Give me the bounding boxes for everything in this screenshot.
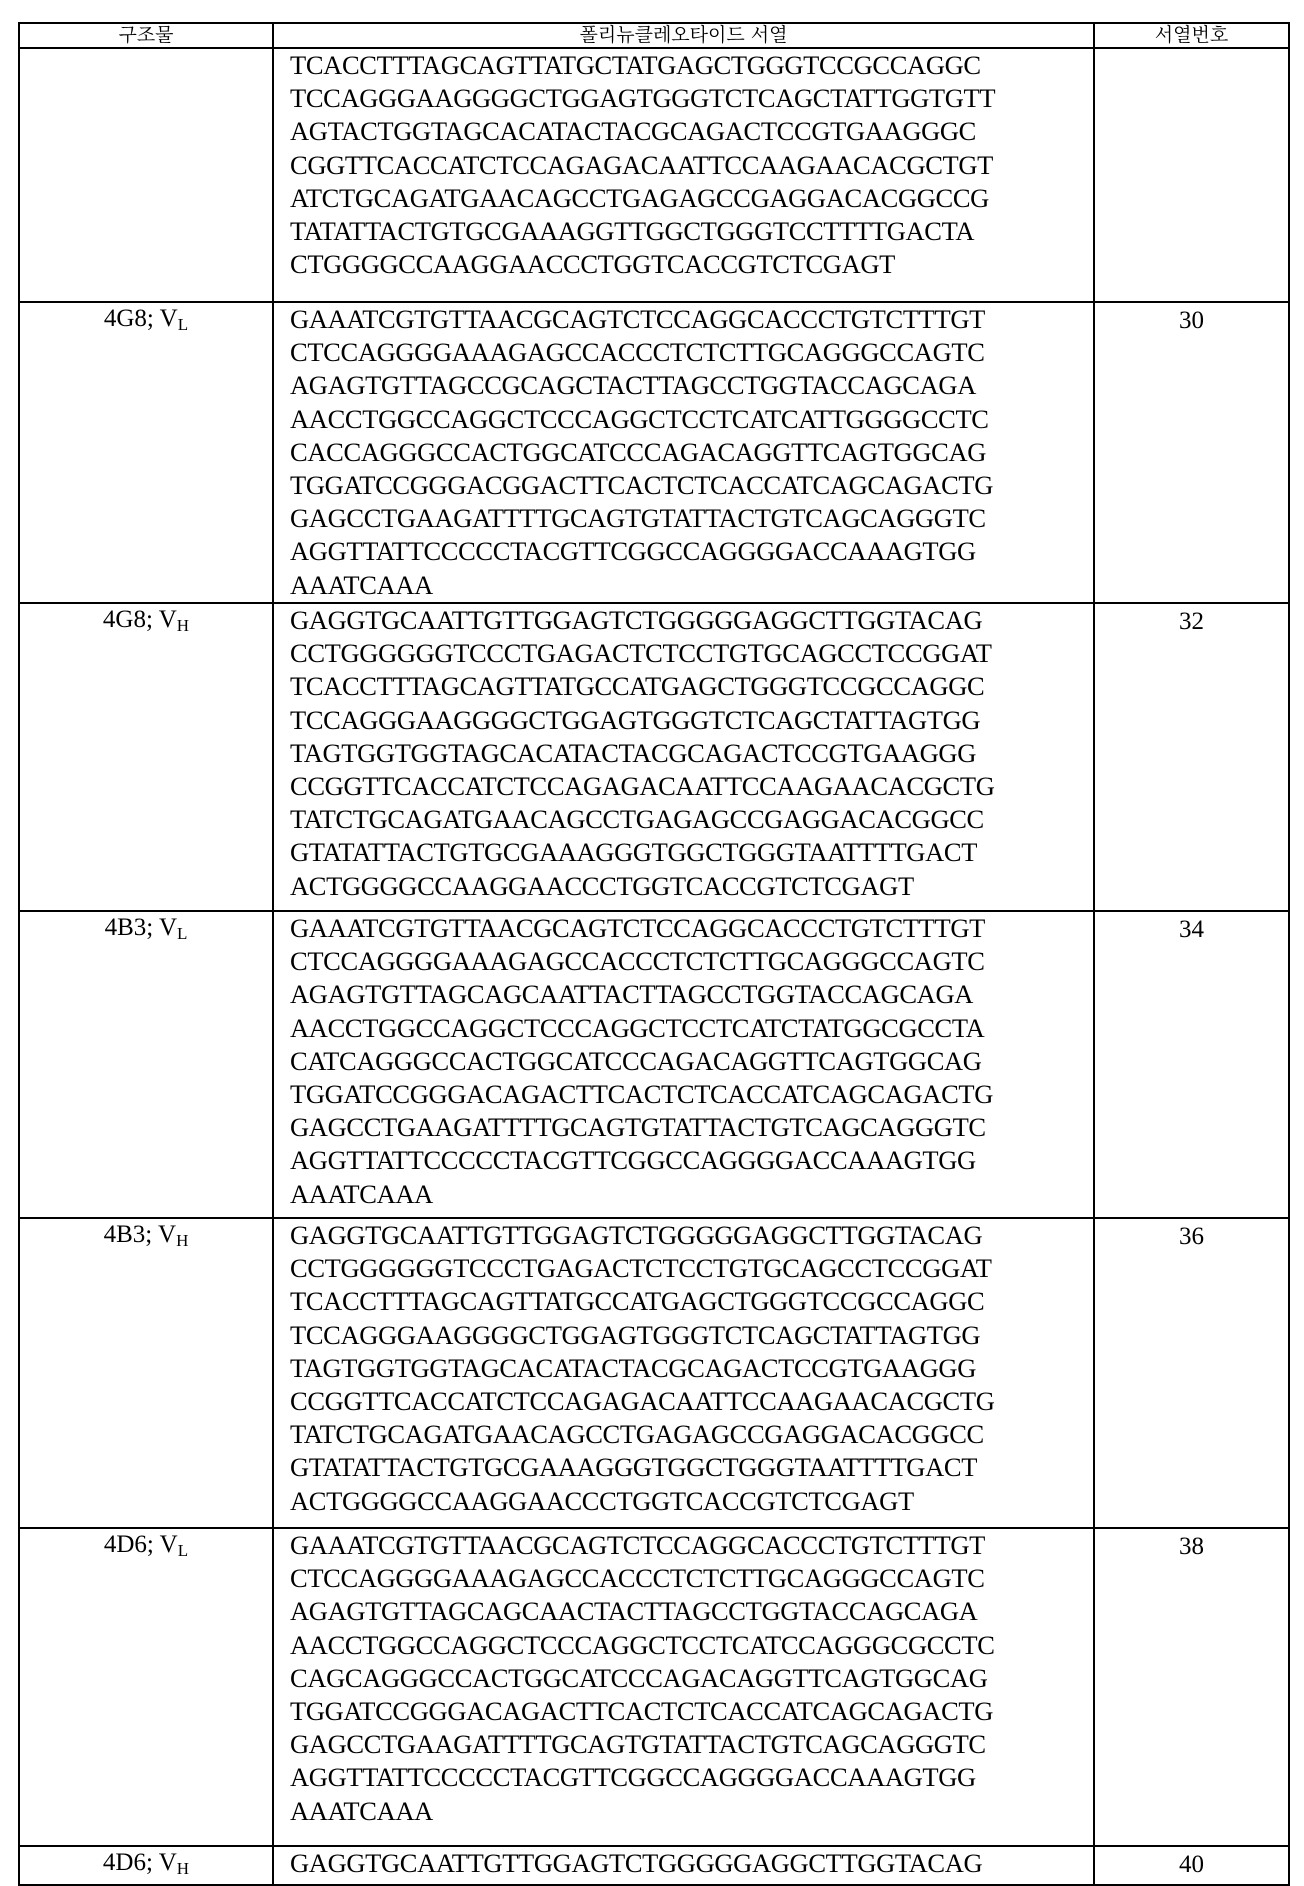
sequence-line: GAGCCTGAAGATTTTGCAGTGTATTACTGTCAGCAGGGTC [290, 1729, 986, 1760]
sequence-line: CACCAGGGCCACTGGCATCCCAGACAGGTTCAGTGGCAG [290, 436, 987, 467]
construct-cell [19, 1218, 273, 1528]
sequence-line: AGGTTATTCCCCCTACGTTCGGCCAGGGGACCAAAGTGG [290, 536, 976, 567]
seq-id-cell: 40 [1094, 1846, 1289, 1885]
sequence-line: GAGGTGCAATTGTTGGAGTCTGGGGGAGGCTTGGTACAG [290, 1220, 983, 1250]
sequence-line: TAGTGGTGGTAGCACATACTACGCAGACTCCGTGAAGGG [290, 737, 976, 768]
sequence-cell [273, 603, 1094, 911]
sequence-cell [273, 911, 1094, 1218]
construct-name: 4B3; V [104, 914, 178, 941]
sequence-line: AGAGTGTTAGCAGCAACTACTTAGCCTGGTACCAGCAGA [290, 1596, 978, 1627]
table-row [19, 1218, 1289, 1528]
sequence-line: AACCTGGCCAGGCTCCCAGGCTCCTCATCCAGGGCGCCTC [290, 1629, 995, 1660]
sequence-line: AGAGTGTTAGCAGCAATTACTTAGCCTGGTACCAGCAGA [290, 979, 974, 1010]
construct-name: 4G8; V [102, 606, 177, 633]
construct-cell [19, 1528, 273, 1846]
sequence-line: CCTGGGGGGTCCCTGAGACTCTCCTGTGCAGCCTCCGGAT [290, 1253, 992, 1284]
sequence-line: GAGCCTGAAGATTTTGCAGTGTATTACTGTCAGCAGGGTC [290, 1112, 986, 1143]
header-construct: 구조물 [19, 23, 273, 48]
sequence-line: TATATTACTGTGCGAAAGGTTGGCTGGGTCCTTTTGACTA [290, 216, 975, 247]
seq-id-cell: 38 [1094, 1528, 1289, 1846]
sequence-line: TCCAGGGAAGGGGCTGGAGTGGGTCTCAGCTATTAGTGG [290, 704, 981, 735]
construct-cell [19, 603, 273, 911]
table-row [19, 911, 1289, 1218]
sequence-cell [273, 302, 1094, 603]
sequence-line: TGGATCCGGGACAGACTTCACTCTCACCATCAGCAGACTG [290, 1079, 994, 1110]
sequence-line: GAAATCGTGTTAACGCAGTCTCCAGGCACCCTGTCTTTGT [290, 913, 985, 943]
construct-name: 4D6; V [103, 1531, 178, 1558]
sequence-line: TATCTGCAGATGAACAGCCTGAGAGCCGAGGACACGGCC [290, 1419, 984, 1450]
chain-subscript: L [177, 924, 188, 943]
table-row [19, 1846, 1289, 1885]
sequence-line: CTGGGGCCAAGGAACCCTGGTCACCGTCTCGAGT [290, 249, 895, 280]
sequence-line: AACCTGGCCAGGCTCCCAGGCTCCTCATCTATGGCGCCTA [290, 1012, 985, 1043]
construct-name: 4G8; V [103, 305, 178, 332]
sequence-line: CTCCAGGGGAAAGAGCCACCCTCTCTTGCAGGGCCAGTC [290, 1563, 985, 1594]
table-row [19, 1528, 1289, 1846]
sequence-line: CCGGTTCACCATCTCCAGAGACAATTCCAAGAACACGCTG [290, 771, 995, 802]
seq-id-cell: 32 [1094, 603, 1289, 911]
sequence-line: TGGATCCGGGACGGACTTCACTCTCACCATCAGCAGACTG [290, 470, 994, 501]
sequence-line: TCACCTTTAGCAGTTATGCTATGAGCTGGGTCCGCCAGGC [290, 50, 981, 80]
sequence-line: ATCTGCAGATGAACAGCCTGAGAGCCGAGGACACGGCCG [290, 182, 989, 213]
sequence-line: TATCTGCAGATGAACAGCCTGAGAGCCGAGGACACGGCC [290, 804, 984, 835]
sequence-line: GAAATCGTGTTAACGCAGTCTCCAGGCACCCTGTCTTTGT [290, 1530, 985, 1560]
sequence-line: GAGCCTGAAGATTTTGCAGTGTATTACTGTCAGCAGGGTC [290, 503, 986, 534]
sequence-line: AACCTGGCCAGGCTCCCAGGCTCCTCATCATTGGGGCCTC [290, 403, 989, 434]
sequence-line: CATCAGGGCCACTGGCATCCCAGACAGGTTCAGTGGCAG [290, 1045, 982, 1076]
chain-subscript: L [177, 315, 189, 334]
sequence-line: TCACCTTTAGCAGTTATGCCATGAGCTGGGTCCGCCAGGC [290, 1286, 985, 1317]
sequence-line: AGGTTATTCCCCCTACGTTCGGCCAGGGGACCAAAGTGG [290, 1762, 976, 1793]
construct-cell [19, 911, 273, 1218]
sequence-line: TCACCTTTAGCAGTTATGCCATGAGCTGGGTCCGCCAGGC [290, 671, 985, 702]
seq-id-cell: 34 [1094, 911, 1289, 1218]
sequence-line: GTATATTACTGTGCGAAAGGGTGGCTGGGTAATTTTGACT [290, 1452, 978, 1483]
sequence-line: AGAGTGTTAGCCGCAGCTACTTAGCCTGGTACCAGCAGA [290, 370, 976, 401]
sequence-line: AAATCAAA [290, 1795, 433, 1826]
sequence-line: GTATATTACTGTGCGAAAGGGTGGCTGGGTAATTTTGACT [290, 837, 978, 868]
sequence-table [18, 22, 1290, 1886]
header-seq-id: 서열번호 [1094, 23, 1289, 48]
sequence-line: TAGTGGTGGTAGCACATACTACGCAGACTCCGTGAAGGG [290, 1352, 976, 1383]
table-row [19, 48, 1289, 302]
sequence-line: CTCCAGGGGAAAGAGCCACCCTCTCTTGCAGGGCCAGTC [290, 337, 985, 368]
construct-cell [19, 302, 273, 603]
sequence-line: AGGTTATTCCCCCTACGTTCGGCCAGGGGACCAAAGTGG [290, 1145, 976, 1176]
construct-name: 4D6; V [102, 1849, 177, 1876]
seq-id-cell: 30 [1094, 302, 1289, 603]
sequence-line: TCCAGGGAAGGGGCTGGAGTGGGTCTCAGCTATTGGTGTT [290, 83, 996, 114]
sequence-line: ACTGGGGCCAAGGAACCCTGGTCACCGTCTCGAGT [290, 1485, 914, 1516]
chain-subscript: H [176, 616, 190, 635]
header-row [19, 23, 1289, 48]
sequence-line: CGGTTCACCATCTCCAGAGACAATTCCAAGAACACGCTGT [290, 149, 994, 180]
sequence-line: AGTACTGGTAGCACATACTACGCAGACTCCGTGAAGGGC [290, 116, 977, 147]
sequence-line: ACTGGGGCCAAGGAACCCTGGTCACCGTCTCGAGT [290, 870, 914, 901]
sequence-line: TGGATCCGGGACAGACTTCACTCTCACCATCAGCAGACTG [290, 1696, 994, 1727]
construct-name: 4B3; V [103, 1221, 177, 1248]
sequence-line: CAGCAGGGCCACTGGCATCCCAGACAGGTTCAGTGGCAG [290, 1662, 988, 1693]
sequence-line: CTCCAGGGGAAAGAGCCACCCTCTCTTGCAGGGCCAGTC [290, 946, 985, 977]
sequence-line: CCGGTTCACCATCTCCAGAGACAATTCCAAGAACACGCTG [290, 1386, 995, 1417]
sequence-line: TCCAGGGAAGGGGCTGGAGTGGGTCTCAGCTATTAGTGG [290, 1319, 981, 1350]
chain-subscript: H [176, 1859, 190, 1878]
construct-cell [19, 1846, 273, 1885]
sequence-line: CCTGGGGGGTCCCTGAGACTCTCCTGTGCAGCCTCCGGAT [290, 638, 992, 669]
sequence-cell [273, 1218, 1094, 1528]
chain-subscript: H [176, 1231, 189, 1250]
sequence-cell [273, 48, 1094, 302]
seq-id-cell [1094, 48, 1289, 302]
seq-id-cell: 36 [1094, 1218, 1289, 1528]
sequence-line: GAGGTGCAATTGTTGGAGTCTGGGGGAGGCTTGGTACAG [290, 1848, 983, 1878]
sequence-cell [273, 1846, 1094, 1885]
sequence-line: GAAATCGTGTTAACGCAGTCTCCAGGCACCCTGTCTTTGT [290, 304, 985, 334]
sequence-cell [273, 1528, 1094, 1846]
sequence-line: GAGGTGCAATTGTTGGAGTCTGGGGGAGGCTTGGTACAG [290, 605, 983, 635]
sequence-line: AAATCAAA [290, 569, 433, 600]
header-sequence: 폴리뉴클레오타이드 서열 [273, 23, 1094, 48]
table-row [19, 302, 1289, 603]
table-row [19, 603, 1289, 911]
construct-cell [19, 48, 273, 302]
sequence-line: AAATCAAA [290, 1178, 433, 1209]
chain-subscript: L [177, 1541, 189, 1560]
